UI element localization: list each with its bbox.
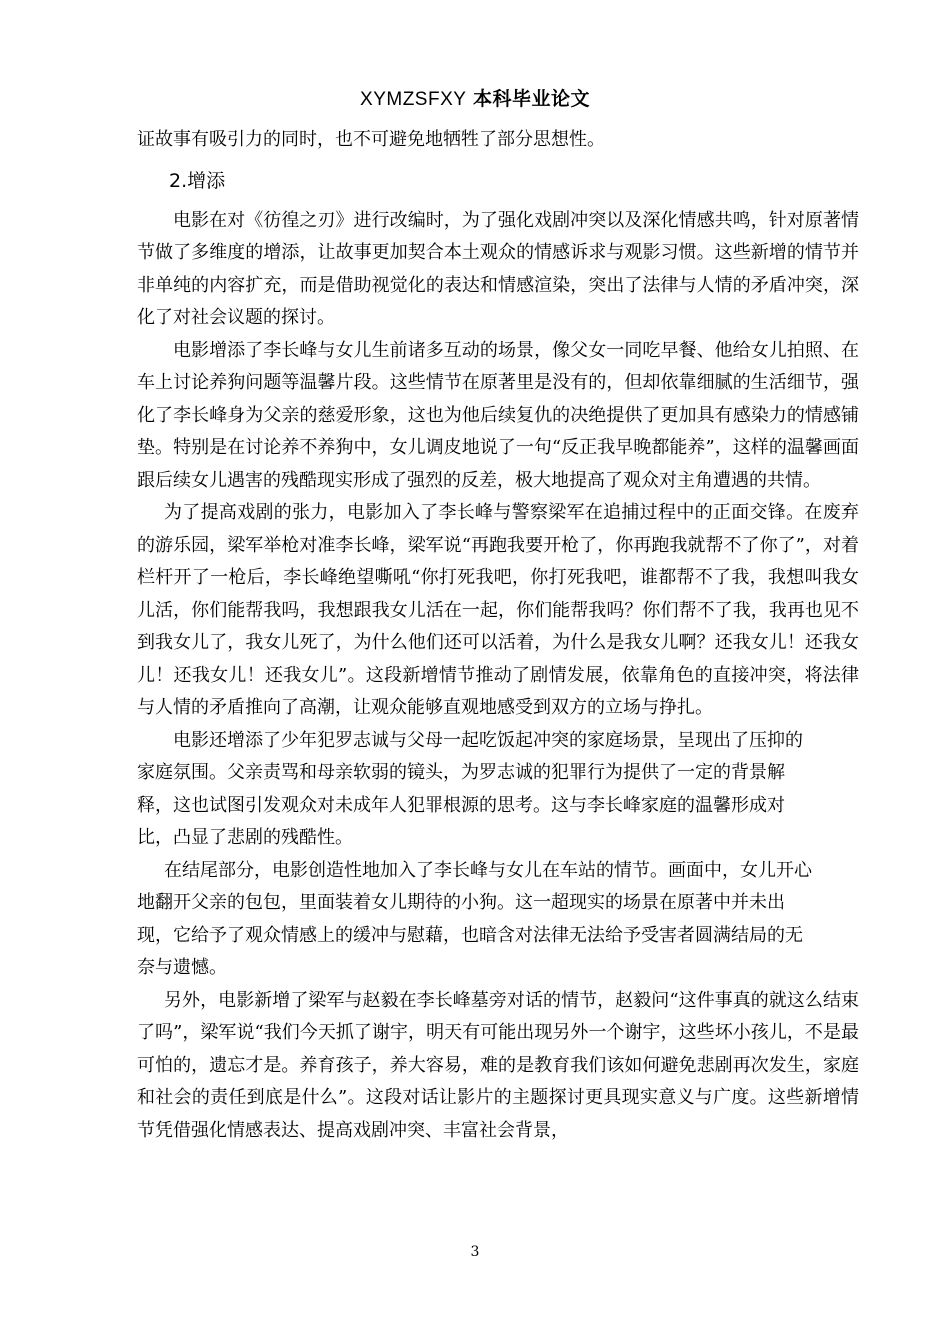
header-title: 本科毕业论文 (472, 88, 590, 110)
paragraph-1: 电影在对《彷徨之刃》进行改编时，为了强化戏剧冲突以及深化情感共鸣，针对原著情节做了多维度的增添，让故事更加契合本土观众的情感诉求与观影习惯。这些新增的情节并非单纯的内容扩充，而是借助视觉化的表达和情感渲染，突出了法律与人情的矛盾冲突，深化了对社会议题的探讨。 (137, 209, 859, 328)
paragraph-3: 为了提高戏剧的张力，电影加入了李长峰与警察梁军在追捕过程中的正面交锋。在废弃的游乐园，梁军举枪对准李长峰，梁军说“再跑我要开枪了，你再跑我就帮不了你了”，对着栏杆开了一枪后，李长峰绝望嘶吼“你打死我吧，你打死我吧，谁都帮不了我，我想叫我女儿活，你们能帮我吗，我想跟我女儿活在一起，你们能帮我吗？你们帮不了我，我再也见不到我女儿了，我女儿死了，为什么他们还可以活着，为什么是我女儿啊？还我女儿！还我女儿！还我女儿！还我女儿”。这段新增情节推动了剧情发展，依靠角色的直接冲突，将法律与人情的矛盾推向了高潮，让观众能够直观地感受到双方的立场与挣扎。 (137, 502, 859, 718)
page-header (0, 86, 950, 113)
document-body (137, 124, 859, 1147)
header-school-code: XYMZSFXY (360, 89, 467, 110)
page-number: 3 (470, 1244, 480, 1260)
paragraph-continued: 证故事有吸引力的同时，也不可避免地牺牲了部分思想性。 (137, 129, 605, 150)
section-heading: 2.增添 (169, 169, 226, 192)
paragraph-4: 电影还增添了少年犯罗志诚与父母一起吃饭起冲突的家庭场景，呈现出了压抑的 家庭氛围。父亲责骂和母亲软弱的镜头，为罗志诚的犯罪行为提供了一定的背景解 释，这也试图引发观众对未成年人犯罪根源的思考。这与李长峰家庭的温馨形成对 比，凸显了悲剧的残酷性。 (137, 729, 803, 848)
paragraph-6: 另外，电影新增了梁军与赵毅在李长峰墓旁对话的情节，赵毅问“这件事真的就这么结束了吗”，梁军说“我们今天抓了谢宇，明天有可能出现另外一个谢宇，这些坏小孩儿，不是最可怕的，遗忘才是。养育孩子，养大容易，难的是教育我们该如何避免悲剧再次发生，家庭和社会的责任到底是什么”。这段对话让影片的主题探讨更具现实意义与广度。这些新增情节凭借强化情感表达、提高戏剧冲突、丰富社会背景， (137, 989, 859, 1141)
paragraph-5: 在结尾部分，电影创造性地加入了李长峰与女儿在车站的情节。画面中，女儿开心 地翻开父亲的包包，里面装着女儿期待的小狗。这一超现实的场景在原著中并未出 现，它给予了观众情感上的缓冲与慰藉，也暗含对法律无法给予受害者圆满结局的无 奈与遗憾。 (137, 859, 812, 978)
paragraph-2: 电影增添了李长峰与女儿生前诸多互动的场景，像父女一同吃早餐、他给女儿拍照、在车上讨论养狗问题等温馨片段。这些情节在原著里是没有的，但却依靠细腻的生活细节，强化了李长峰身为父亲的慈爱形象，这也为他后续复仇的决绝提供了更加具有感染力的情感铺垫。特别是在讨论养不养狗中，女儿调皮地说了一句“反正我早晚都能养”，这样的温馨画面跟后续女儿遇害的残酷现实形成了强烈的反差，极大地提高了观众对主角遭遇的共情。 (137, 339, 859, 491)
